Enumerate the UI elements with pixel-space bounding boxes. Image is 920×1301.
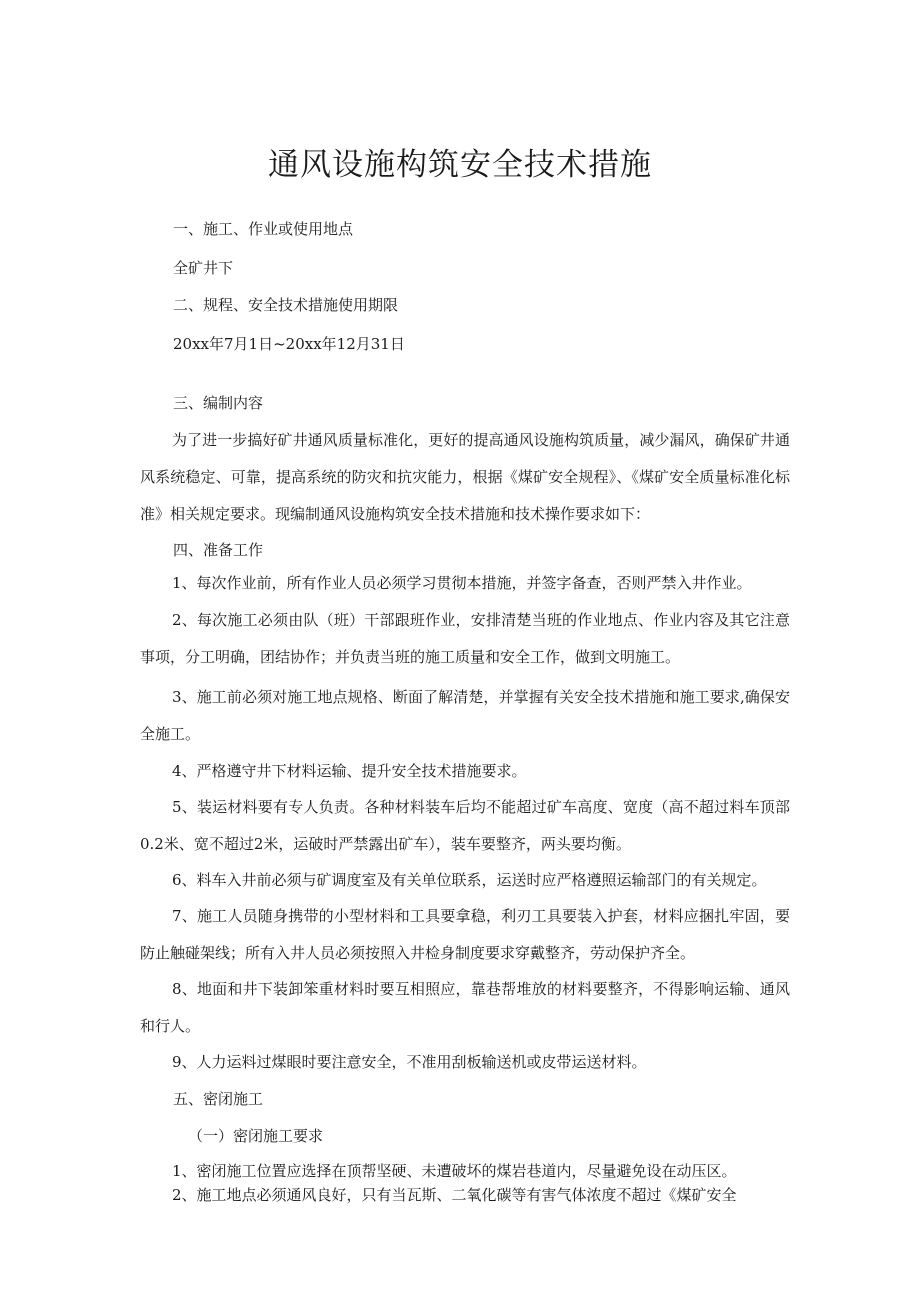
list-item: 4、严格遵守井下材料运输、提升安全技术措施要求。 [172,762,527,780]
section-heading-preparation: 四、准备工作 [173,541,264,559]
subsection-heading-sealing-requirements: （一）密闭施工要求 [188,1127,324,1145]
list-item: 2、每次施工必须由队（班）干部跟班作业，安排清楚当班的作业地点、作业内容及其它注意事项，分工明确，团结协作；并负责当班的施工质量和安全工作，做到文明施工。 [140,611,790,666]
list-item: 1、每次作业前，所有作业人员必须学习贯彻本措施，并签字备查，否则严禁入井作业。 [172,574,752,592]
list-item: 2、施工地点必须通风良好，只有当瓦斯、二氧化碳等有害气体浓度不超过《煤矿安全 [172,1186,737,1204]
location-text: 全矿井下 [173,259,234,277]
section-heading-sealing: 五、密闭施工 [173,1090,264,1108]
list-item: 9、人力运料过煤眼时要注意安全，不准用刮板输送机或皮带运送材料。 [172,1053,647,1071]
content-paragraph: 为了进一步搞好矿井通风质量标准化，更好的提高通风设施构筑质量，减少漏风，确保矿井通风系统稳定、可靠，提高系统的防灾和抗灾能力，根据《煤矿安全规程》、《煤矿安全质量标准化标准》相关规定要求。现编制通风设施构筑安全技术措施和技术操作要求如下： [140,431,790,523]
section-heading-location: 一、施工、作业或使用地点 [173,220,354,238]
list-item: 3、施工前必须对施工地点规格、断面了解清楚，并掌握有关安全技术措施和施工要求,确保安全施工。 [140,688,790,743]
list-item: 6、料车入井前必须与矿调度室及有关单位联系，运送时应严格遵照运输部门的有关规定。 [172,871,767,889]
document-title: 通风设施构筑安全技术措施 [268,147,652,183]
list-item: 8、地面和井下装卸笨重材料时要互相照应，靠巷帮堆放的材料要整齐，不得影响运输、通风和行人。 [140,980,790,1035]
period-text: 20xx年7月1日~20xx年12月31日 [173,335,405,353]
section-heading-period: 二、规程、安全技术措施使用期限 [173,296,399,314]
list-item: 1、密闭施工位置应选择在顶帮坚硬、未遭破坏的煤岩巷道内，尽量避免设在动压区。 [172,1162,737,1180]
section-heading-content: 三、编制内容 [173,394,264,412]
list-item: 5、装运材料要有专人负责。各种材料装车后均不能超过矿车高度、宽度（高不超过料车顶部0.2米、宽不超过2米，运破时严禁露出矿车），装车要整齐，两头要均衡。 [140,798,790,853]
list-item: 7、施工人员随身携带的小型材料和工具要拿稳，利刃工具要装入护套，材料应捆扎牢固，要防止触碰架线；所有入井人员必须按照入井检身制度要求穿戴整齐，劳动保护齐全。 [140,907,790,962]
